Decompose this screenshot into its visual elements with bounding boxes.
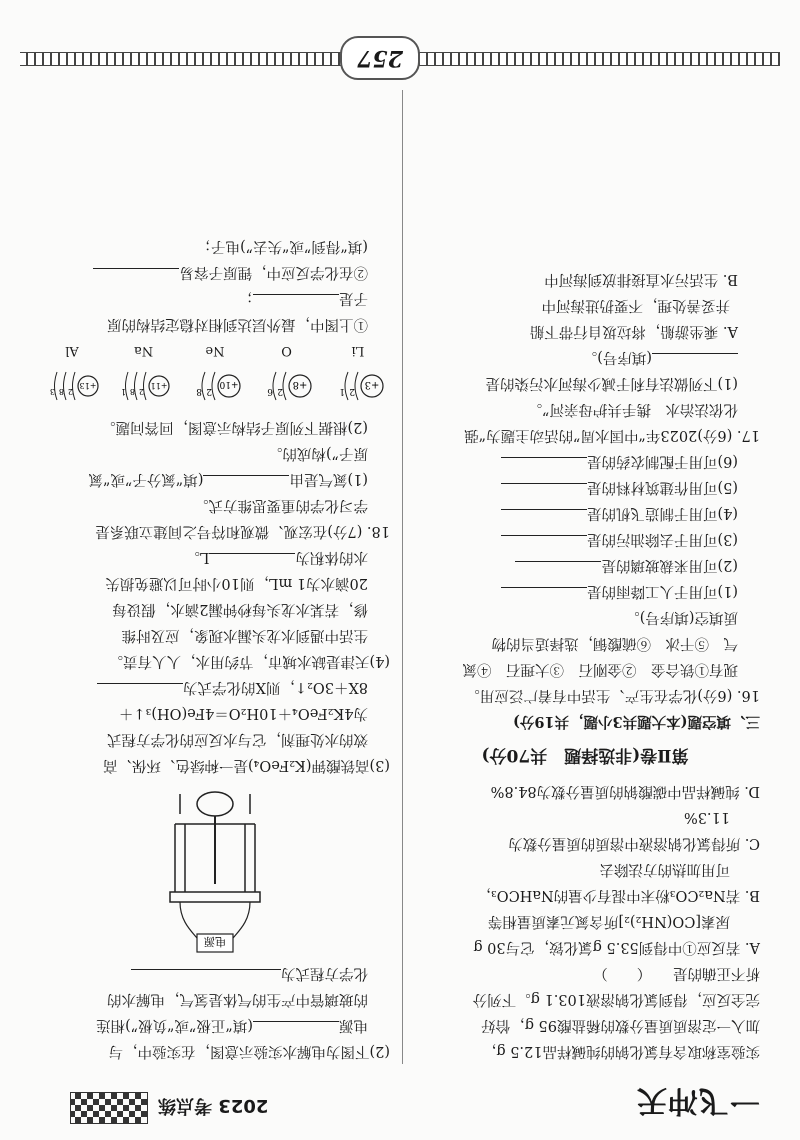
q16-item: (1)可用于人工降雨的是: [410, 578, 760, 604]
q18-line: (2)根据下列原子结构示意图，回答问题。: [100, 419, 368, 435]
q15-line: 加入一定溶质质量分数的稀盐酸95 g，恰好: [481, 1017, 760, 1033]
q17-2-line: 化学方程式为: [40, 960, 390, 986]
q18-sub: ①上图中，最外层达到相对稳定结构的原: [107, 316, 368, 332]
q15-line: 完全反应，得到氯化钠溶液103.1 g。下列分: [472, 991, 760, 1007]
element-symbol: Ne: [205, 343, 225, 358]
q17-2-line: 的玻璃管中产生的气体是氢气，电解水的: [107, 991, 368, 1007]
atom-structure-diagrams: [40, 337, 390, 414]
q16-item: (2)可用来裁玻璃的是: [410, 552, 760, 578]
svg-text:2: 2: [139, 387, 145, 396]
q17-4-line: 修，若某水龙头每秒钟漏2滴水，假设每: [112, 601, 368, 617]
q16-line: 质填空(填序号)。: [625, 609, 738, 625]
svg-text:2: 2: [349, 386, 355, 396]
q17-4-line: 20滴水为1 mL，则10小时可以避免损失: [105, 575, 368, 591]
q16-item: (6)可用于配制农药的是: [410, 448, 760, 474]
svg-text:+3: +3: [364, 379, 380, 390]
atom-diagram: [330, 337, 386, 408]
q18-sub: ②在化学反应中，锂原子容易: [40, 259, 390, 285]
q18-line: (1)氮气是由(填“氮分子”或“氮: [40, 466, 390, 492]
option-b-cont: 可用加热的方法除去: [599, 861, 730, 877]
atom-ne-icon: [187, 364, 243, 408]
checker-pattern-icon: [70, 1092, 148, 1124]
q16-item: (4)可用于制造飞机的是: [410, 500, 760, 526]
q17-2-line: (2)下图为电解水实验示意图，在实验中，与: [108, 1043, 390, 1059]
electrolysis-diagram: [115, 784, 315, 954]
svg-text:3: 3: [49, 387, 55, 396]
q17-3-line: 为4K₂FeO₄＋10H₂O＝4Fe(OH)₃↓＋: [118, 705, 368, 721]
atom-diagram: [44, 337, 100, 408]
element-symbol: Li: [351, 343, 365, 358]
svg-text:1: 1: [339, 386, 345, 396]
option-c-cont: 11.3%: [683, 809, 730, 825]
answer-blank[interactable]: [501, 483, 587, 498]
q17-4-line: 水的体积为L。: [40, 544, 390, 570]
q17-option: 并妥善处理，不要扔进海河中: [541, 297, 730, 313]
part2-title: 第Ⅱ卷(非选择题 共70分): [481, 745, 689, 765]
page-number: 257: [340, 36, 420, 80]
answer-blank[interactable]: [253, 294, 339, 309]
q16-line: 气 ⑤干冰 ⑥硫酸铜，选择适当的物: [491, 635, 738, 651]
q16-line: 16. (6分)化学在生产、生活中有着广泛应用。: [465, 687, 760, 703]
svg-text:2: 2: [206, 386, 212, 396]
q17-3-line: 8X＋3O₂↑，则X的化学式为: [40, 674, 390, 700]
answer-blank[interactable]: [501, 457, 587, 472]
element-symbol: Al: [65, 343, 79, 358]
svg-text:1: 1: [121, 387, 127, 396]
svg-text:2: 2: [67, 387, 73, 396]
q18-line: 原子”)构成的。: [267, 445, 368, 461]
q15-line: 实验室称取含有氯化钠的纯碱样品12.5 g，: [481, 1043, 760, 1059]
q17-line: 化依法治水 携手共护母亲河”。: [527, 401, 738, 417]
q18-sub: (填“得到”或“失去”)电子；: [196, 238, 368, 254]
page-footer: [20, 40, 780, 80]
q17-option: A. 乘坐游船，将垃圾自行带下船: [529, 323, 738, 339]
page-header: [40, 1082, 760, 1132]
answer-blank[interactable]: [97, 683, 183, 698]
option-c: C. 所得氯化钠溶液中溶质的质量分数为: [508, 835, 760, 851]
q18-line: 学习化学的重要思维方式。: [194, 497, 368, 513]
element-symbol: Na: [133, 343, 154, 358]
q17-4-line: 生活中遇到水龙头漏水现象，应及时维: [121, 627, 368, 643]
element-symbol: O: [281, 343, 292, 358]
svg-text:6: 6: [267, 386, 274, 396]
atom-o-icon: [259, 364, 315, 408]
option-b: B. 若Na₂CO₃粉末中混有少量的NaHCO₃，: [476, 887, 760, 903]
answer-blank[interactable]: [94, 268, 180, 283]
q16-line: 现有①铁合金 ②金刚石 ③大理石 ④氮: [462, 661, 738, 677]
answer-blank[interactable]: [501, 535, 587, 550]
q17-line: 17. (6分)2023年“中国水周”的活动主题为“强: [464, 427, 760, 443]
atom-al-icon: [44, 364, 100, 408]
atom-li-icon: [330, 364, 386, 408]
option-a-cont: 尿素[CO(NH₂)₂]所含氮元素质量相等: [487, 913, 730, 929]
atom-na-icon: [116, 364, 172, 408]
answer-blank[interactable]: [131, 969, 281, 984]
brand-logo: 一飞冲天: [636, 1083, 760, 1118]
answer-blank[interactable]: [515, 561, 601, 576]
q18-sub: 子是；: [40, 285, 390, 311]
svg-text:+11: +11: [151, 381, 168, 390]
q17-option: B. 生活污水直接排放到海河中: [544, 271, 738, 287]
section3-title: 三、填空题(本大题共3小题，共19分): [513, 713, 760, 730]
q17-3-line: 效的水处理剂，它与水反应的化学方程式: [107, 731, 368, 747]
q17-line: (1)下列做法有利于减少海河水污染的是: [485, 375, 738, 391]
year-label: 2023 考点练: [158, 1095, 269, 1116]
answer-blank[interactable]: [501, 587, 587, 602]
q17-2-line: 电源(填“正极”或“负极”)相连: [40, 1012, 390, 1038]
atom-diagram: [187, 337, 243, 408]
column-divider: [402, 90, 403, 1064]
svg-text:+13: +13: [79, 381, 97, 390]
answer-blank[interactable]: [203, 475, 289, 490]
q16-item: (5)可用作建筑材料的是: [410, 474, 760, 500]
right-column: [40, 233, 390, 1064]
q17-3-line: (3)高铁酸钾(K₂FeO₄)是一种绿色、环保、高: [102, 757, 390, 773]
atom-diagram: [259, 337, 315, 408]
answer-blank[interactable]: [253, 1021, 339, 1036]
option-d: D. 纯碱样品中碳酸钠的质量分数为84.8%: [490, 783, 760, 799]
q16-item: (3)可用于去除油污的是: [410, 526, 760, 552]
option-a: A. 若反应①中得到53.5 g氯化铵，它与30 g: [473, 939, 760, 955]
answer-blank[interactable]: [652, 353, 738, 368]
answer-blank[interactable]: [210, 553, 296, 568]
svg-text:8: 8: [58, 387, 64, 396]
q15-line: 析不正确的是 （ ）: [593, 965, 760, 981]
svg-text:+8: +8: [293, 379, 308, 390]
answer-blank[interactable]: [501, 509, 587, 524]
q17-4-line: (4)天津是缺水城市，节约用水，人人有责。: [108, 653, 390, 669]
svg-text:8: 8: [196, 386, 202, 396]
atom-diagram: [116, 337, 172, 408]
q18-line: 18. (7分)在宏观、微观和符号之间建立联系是: [95, 523, 390, 539]
power-label: 电源: [204, 935, 226, 948]
svg-text:+10: +10: [219, 379, 239, 389]
svg-text:2: 2: [277, 386, 284, 396]
left-column: [410, 266, 760, 1064]
q17-line: (填序号)。: [410, 344, 760, 370]
svg-text:8: 8: [130, 387, 136, 396]
